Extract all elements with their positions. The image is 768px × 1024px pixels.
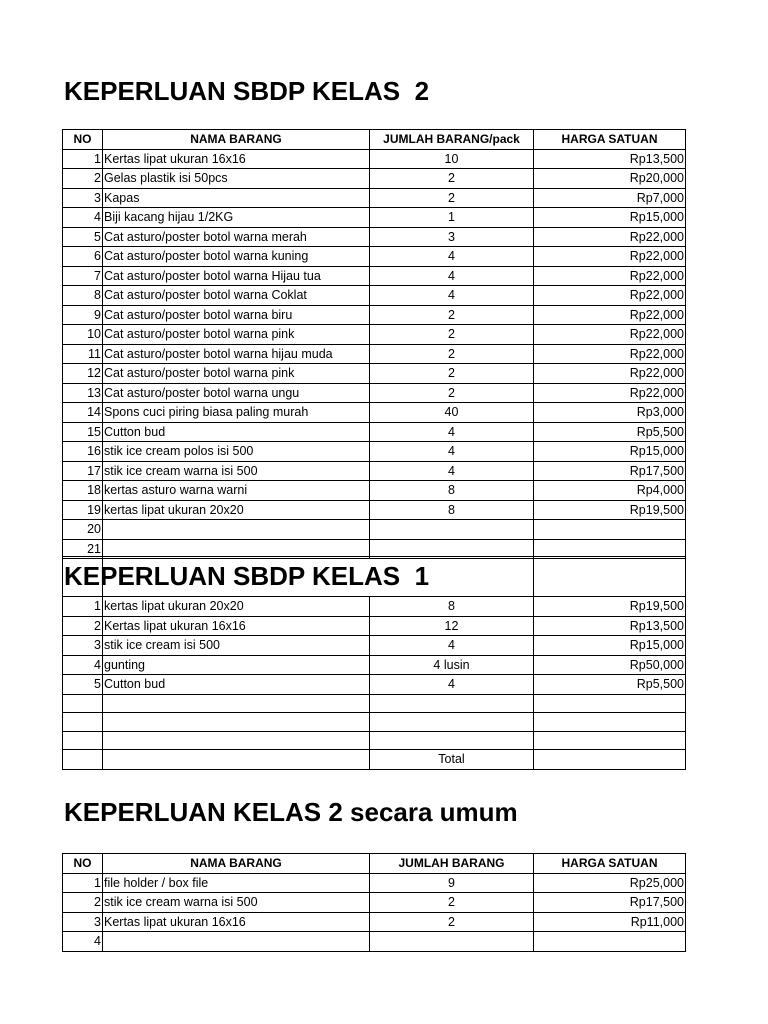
row-name — [103, 713, 370, 732]
row-price — [534, 520, 686, 540]
table-row — [63, 616, 686, 636]
row-qty: 12 — [370, 616, 534, 636]
table-row — [63, 208, 686, 228]
row-price: Rp20,000 — [534, 169, 686, 189]
table-row — [63, 305, 686, 325]
section-title-kelas-2-umum: KEPERLUAN KELAS 2 secara umum — [64, 797, 518, 827]
row-no: 1 — [63, 873, 103, 893]
row-no: 3 — [63, 912, 103, 932]
row-name: stik ice cream polos isi 500 — [103, 442, 370, 462]
row-name — [103, 750, 370, 770]
row-name: Cat asturo/poster botol warna Hijau tua — [103, 266, 370, 286]
row-qty — [370, 731, 534, 750]
header-no: NO — [63, 854, 103, 874]
row-qty: 2 — [370, 383, 534, 403]
row-price: Rp50,000 — [534, 655, 686, 675]
row-name: Cutton bud — [103, 422, 370, 442]
row-qty — [370, 932, 534, 952]
row-qty: 8 — [370, 500, 534, 520]
row-name — [103, 731, 370, 750]
row-qty: 3 — [370, 227, 534, 247]
row-no: 3 — [63, 188, 103, 208]
section-title-kelas-1: KEPERLUAN SBDP KELAS 1 — [64, 561, 430, 591]
table-row — [63, 731, 686, 750]
table-row — [63, 344, 686, 364]
table-row — [63, 520, 686, 540]
header-jumlah-barang: JUMLAH BARANG — [370, 854, 534, 874]
row-price: Rp22,000 — [534, 305, 686, 325]
row-no: 2 — [63, 169, 103, 189]
row-qty: 10 — [370, 149, 534, 169]
row-price: Rp5,500 — [534, 675, 686, 695]
row-name: Cat asturo/poster botol warna Coklat — [103, 286, 370, 306]
row-qty: 4 — [370, 422, 534, 442]
row-name: Spons cuci piring biasa paling murah — [103, 403, 370, 423]
row-name: Cat asturo/poster botol warna merah — [103, 227, 370, 247]
table-row — [63, 481, 686, 501]
row-price: Rp11,000 — [534, 912, 686, 932]
row-price: Rp22,000 — [534, 383, 686, 403]
row-no — [63, 713, 103, 732]
row-no: 2 — [63, 893, 103, 913]
row-no: 18 — [63, 481, 103, 501]
row-no — [63, 750, 103, 770]
row-name: Kapas — [103, 188, 370, 208]
row-qty: 4 lusin — [370, 655, 534, 675]
row-name: kertas lipat ukuran 20x20 — [103, 500, 370, 520]
row-name: stik ice cream warna isi 500 — [103, 893, 370, 913]
table-row — [63, 597, 686, 617]
table-row — [63, 364, 686, 384]
row-price: Rp3,000 — [534, 403, 686, 423]
row-qty: 2 — [370, 169, 534, 189]
row-name: Cat asturo/poster botol warna ungu — [103, 383, 370, 403]
row-price: Rp13,500 — [534, 616, 686, 636]
row-name: Kertas lipat ukuran 16x16 — [103, 912, 370, 932]
row-price: Rp22,000 — [534, 325, 686, 345]
row-price: Rp17,500 — [534, 893, 686, 913]
row-no: 2 — [63, 616, 103, 636]
row-qty: Total — [370, 750, 534, 770]
row-no: 3 — [63, 636, 103, 656]
row-no: 6 — [63, 247, 103, 267]
row-price — [534, 750, 686, 770]
row-qty: 4 — [370, 636, 534, 656]
header-harga-satuan: HARGA SATUAN — [534, 854, 686, 874]
row-no — [63, 731, 103, 750]
row-price: Rp4,000 — [534, 481, 686, 501]
row-price: Rp15,000 — [534, 208, 686, 228]
row-name: Biji kacang hijau 1/2KG — [103, 208, 370, 228]
row-name: Cat asturo/poster botol warna biru — [103, 305, 370, 325]
table-row — [63, 422, 686, 442]
row-no: 13 — [63, 383, 103, 403]
row-price: Rp19,500 — [534, 500, 686, 520]
table-row — [63, 636, 686, 656]
table-row — [63, 247, 686, 267]
row-qty: 8 — [370, 597, 534, 617]
row-name: Gelas plastik isi 50pcs — [103, 169, 370, 189]
row-qty: 2 — [370, 912, 534, 932]
header-nama-barang: NAMA BARANG — [103, 130, 370, 150]
row-no: 1 — [63, 149, 103, 169]
table-row — [63, 912, 686, 932]
row-price: Rp25,000 — [534, 873, 686, 893]
row-qty: 2 — [370, 893, 534, 913]
row-price — [534, 932, 686, 952]
table-row — [63, 461, 686, 481]
table-row — [63, 675, 686, 695]
row-qty: 4 — [370, 286, 534, 306]
row-name: Cat asturo/poster botol warna hijau muda — [103, 344, 370, 364]
row-price — [534, 713, 686, 732]
row-name: Kertas lipat ukuran 16x16 — [103, 149, 370, 169]
row-price: Rp22,000 — [534, 266, 686, 286]
table-row — [63, 932, 686, 952]
row-price: Rp22,000 — [534, 227, 686, 247]
row-no: 5 — [63, 227, 103, 247]
table-header-row — [63, 130, 686, 150]
row-name: stik ice cream isi 500 — [103, 636, 370, 656]
row-no: 14 — [63, 403, 103, 423]
sbdp-kelas-2-table — [62, 129, 686, 559]
row-qty: 9 — [370, 873, 534, 893]
row-name: Cat asturo/poster botol warna pink — [103, 364, 370, 384]
row-qty: 4 — [370, 461, 534, 481]
row-no: 19 — [63, 500, 103, 520]
row-name: Kertas lipat ukuran 16x16 — [103, 616, 370, 636]
row-qty: 8 — [370, 481, 534, 501]
row-no: 11 — [63, 344, 103, 364]
row-qty: 4 — [370, 675, 534, 695]
row-qty: 2 — [370, 344, 534, 364]
row-no: 7 — [63, 266, 103, 286]
header-harga-satuan: HARGA SATUAN — [534, 130, 686, 150]
row-qty: 2 — [370, 325, 534, 345]
table-row — [63, 325, 686, 345]
row-name — [103, 932, 370, 952]
table-row — [63, 149, 686, 169]
row-no: 5 — [63, 675, 103, 695]
table-row — [63, 893, 686, 913]
table-row — [63, 694, 686, 713]
row-price: Rp15,000 — [534, 442, 686, 462]
row-price: Rp13,500 — [534, 149, 686, 169]
row-no: 12 — [63, 364, 103, 384]
row-name: Cat asturo/poster botol warna pink — [103, 325, 370, 345]
row-no: 1 — [63, 597, 103, 617]
row-no: 10 — [63, 325, 103, 345]
row-qty — [370, 713, 534, 732]
row-qty: 2 — [370, 188, 534, 208]
row-no: 20 — [63, 520, 103, 540]
row-no: 16 — [63, 442, 103, 462]
row-price: Rp7,000 — [534, 188, 686, 208]
row-price: Rp19,500 — [534, 597, 686, 617]
header-nama-barang: NAMA BARANG — [103, 854, 370, 874]
row-price — [534, 694, 686, 713]
table-row — [63, 266, 686, 286]
row-name: gunting — [103, 655, 370, 675]
row-no: 15 — [63, 422, 103, 442]
row-name — [103, 694, 370, 713]
header-no: NO — [63, 130, 103, 150]
row-no — [63, 694, 103, 713]
row-name: stik ice cream warna isi 500 — [103, 461, 370, 481]
row-no: 4 — [63, 932, 103, 952]
row-no: 8 — [63, 286, 103, 306]
kelas-2-umum-table — [62, 853, 686, 952]
row-name: kertas asturo warna warni — [103, 481, 370, 501]
table-row — [63, 286, 686, 306]
row-price — [534, 731, 686, 750]
table-row — [63, 227, 686, 247]
row-name: file holder / box file — [103, 873, 370, 893]
row-qty: 4 — [370, 247, 534, 267]
table-row — [63, 750, 686, 770]
table-row — [63, 713, 686, 732]
row-qty: 4 — [370, 442, 534, 462]
table-row — [63, 169, 686, 189]
table-row — [63, 383, 686, 403]
row-qty: 2 — [370, 305, 534, 325]
table-row — [63, 500, 686, 520]
row-price: Rp22,000 — [534, 286, 686, 306]
row-price: Rp17,500 — [534, 461, 686, 481]
table-row — [63, 442, 686, 462]
row-no: 21 — [63, 539, 103, 559]
row-no: 4 — [63, 655, 103, 675]
row-qty: 4 — [370, 266, 534, 286]
row-price: Rp22,000 — [534, 364, 686, 384]
table-row — [63, 873, 686, 893]
table-row — [63, 403, 686, 423]
row-name: Cutton bud — [103, 675, 370, 695]
row-price: Rp15,000 — [534, 636, 686, 656]
header-jumlah-barang: JUMLAH BARANG/pack — [370, 130, 534, 150]
row-qty: 2 — [370, 364, 534, 384]
row-qty: 40 — [370, 403, 534, 423]
row-no: 4 — [63, 208, 103, 228]
table-header-row — [63, 854, 686, 874]
row-qty — [370, 694, 534, 713]
row-name — [103, 520, 370, 540]
section-title-kelas-2: KEPERLUAN SBDP KELAS 2 — [64, 76, 430, 106]
row-price: Rp5,500 — [534, 422, 686, 442]
row-name: kertas lipat ukuran 20x20 — [103, 597, 370, 617]
row-no: 17 — [63, 461, 103, 481]
row-price: Rp22,000 — [534, 344, 686, 364]
row-name: Cat asturo/poster botol warna kuning — [103, 247, 370, 267]
table-row — [63, 655, 686, 675]
row-no: 9 — [63, 305, 103, 325]
row-price: Rp22,000 — [534, 247, 686, 267]
row-qty: 1 — [370, 208, 534, 228]
row-qty — [370, 520, 534, 540]
table-row — [63, 188, 686, 208]
